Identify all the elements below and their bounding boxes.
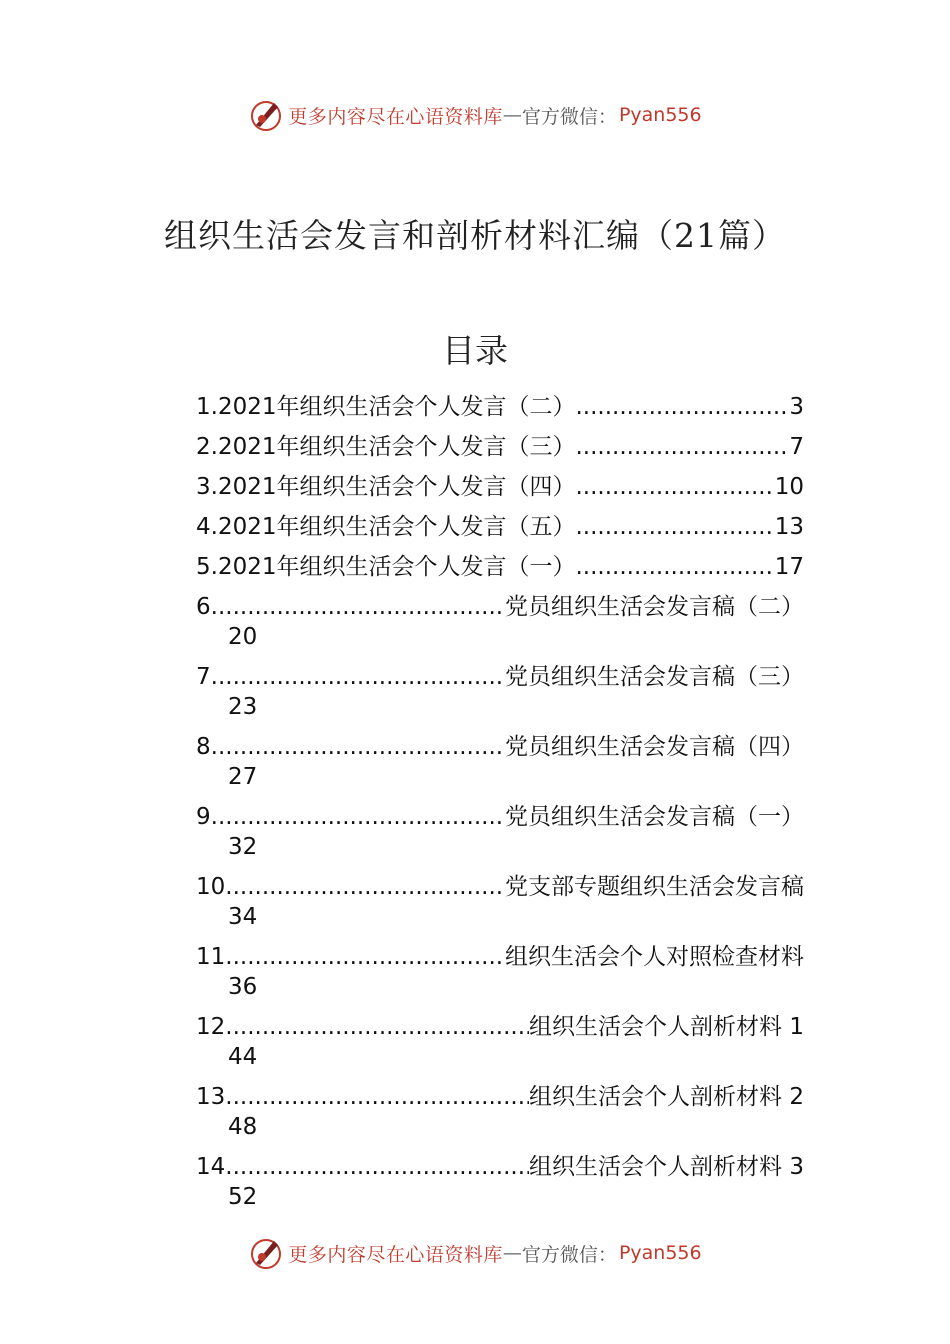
toc-entry-page: 48: [228, 1114, 258, 1140]
toc-entry-title: 组织生活会个人剖析材料 3: [529, 1154, 804, 1180]
toc-leader: [225, 1012, 529, 1042]
toc-leader: [211, 662, 505, 692]
header-banner: [0, 95, 950, 135]
toc-entry[interactable]: [196, 732, 804, 802]
quill-logo-icon: [248, 1235, 284, 1271]
toc-entry-title: 党员组织生活会发言稿（三）: [505, 664, 804, 690]
toc-entry[interactable]: [196, 942, 804, 1012]
toc-entry-number: 14: [196, 1154, 226, 1180]
toc-entry-page: 27: [228, 764, 258, 790]
wechat-id: Pyan556: [618, 1242, 702, 1264]
toc-entry-number: 13: [196, 1084, 226, 1110]
toc-entry[interactable]: [196, 472, 804, 512]
toc-entry-title: 组织生活会个人对照检查材料: [505, 944, 804, 970]
toc-entry-title: 组织生活会个人剖析材料 2: [529, 1084, 804, 1110]
banner-label: 官方微信：: [521, 1243, 617, 1266]
toc-entry[interactable]: [196, 432, 804, 472]
toc-entry-title: 党员组织生活会发言稿（一）: [505, 804, 804, 830]
toc-entry-title: 5.2021年组织生活会个人发言（一）: [196, 554, 576, 580]
toc-entry-page: 7: [789, 434, 804, 460]
toc-heading: 目录: [442, 331, 508, 370]
toc-entry-number: 10: [196, 874, 226, 900]
toc-leader: [575, 512, 774, 542]
toc-entry-number: 8: [196, 734, 211, 760]
toc-entry-page: 3: [789, 394, 804, 420]
toc-entry-page: 17: [774, 554, 804, 580]
toc-leader: [211, 592, 505, 622]
toc-entry[interactable]: [196, 552, 804, 592]
banner-text: 更多内容尽在心语资料库: [288, 105, 503, 128]
banner-separator: —: [502, 1242, 522, 1264]
toc-entry[interactable]: [196, 802, 804, 872]
banner-separator: —: [502, 104, 522, 126]
toc-entry-page: 23: [228, 694, 258, 720]
toc-entry-page: 36: [228, 974, 258, 1000]
toc-entry[interactable]: [196, 1082, 804, 1152]
toc-entry-title: 党员组织生活会发言稿（四）: [505, 734, 804, 760]
toc-leader: [575, 392, 789, 422]
document-title: 组织生活会发言和剖析材料汇编（21篇）: [164, 216, 786, 255]
toc-leader: [575, 432, 789, 462]
toc-entry-page: 52: [228, 1184, 258, 1210]
toc-entry[interactable]: [196, 1152, 804, 1222]
toc-entry[interactable]: [196, 592, 804, 662]
toc-entry-title: 组织生活会个人剖析材料 1: [529, 1014, 804, 1040]
toc-leader: [211, 802, 505, 832]
toc-entry-title: 4.2021年组织生活会个人发言（五）: [196, 514, 576, 540]
toc-entry-title: 党员组织生活会发言稿（二）: [505, 594, 804, 620]
banner-text: 更多内容尽在心语资料库: [288, 1243, 503, 1266]
toc-entry-page: 20: [228, 624, 258, 650]
toc-entry-title: 3.2021年组织生活会个人发言（四）: [196, 474, 576, 500]
toc-entry-number: 9: [196, 804, 211, 830]
toc-entry[interactable]: [196, 662, 804, 732]
toc-entry-page: 32: [228, 834, 258, 860]
table-of-contents: [196, 392, 804, 1222]
toc-entry[interactable]: [196, 512, 804, 552]
quill-logo-icon: [248, 97, 284, 133]
toc-leader: [225, 872, 505, 902]
toc-entry-title: 党支部专题组织生活会发言稿: [505, 874, 804, 900]
toc-entry-number: 7: [196, 664, 211, 690]
toc-leader: [225, 1152, 529, 1182]
toc-entry-number: 12: [196, 1014, 226, 1040]
toc-entry-page: 13: [774, 514, 804, 540]
toc-leader: [575, 552, 774, 582]
toc-entry-number: 6: [196, 594, 211, 620]
footer-banner: [0, 1233, 950, 1273]
toc-leader: [575, 472, 774, 502]
toc-entry-page: 34: [228, 904, 258, 930]
toc-entry-title: 2.2021年组织生活会个人发言（三）: [196, 434, 576, 460]
toc-entry[interactable]: [196, 872, 804, 942]
toc-entry[interactable]: [196, 1012, 804, 1082]
toc-entry-title: 1.2021年组织生活会个人发言（二）: [196, 394, 576, 420]
toc-entry-page: 10: [774, 474, 804, 500]
toc-leader: [211, 732, 505, 762]
wechat-id: Pyan556: [618, 104, 702, 126]
toc-entry[interactable]: [196, 392, 804, 432]
toc-entry-number: 11: [196, 944, 226, 970]
toc-leader: [225, 1082, 529, 1112]
toc-entry-page: 44: [228, 1044, 258, 1070]
banner-label: 官方微信：: [521, 105, 617, 128]
toc-leader: [225, 942, 505, 972]
